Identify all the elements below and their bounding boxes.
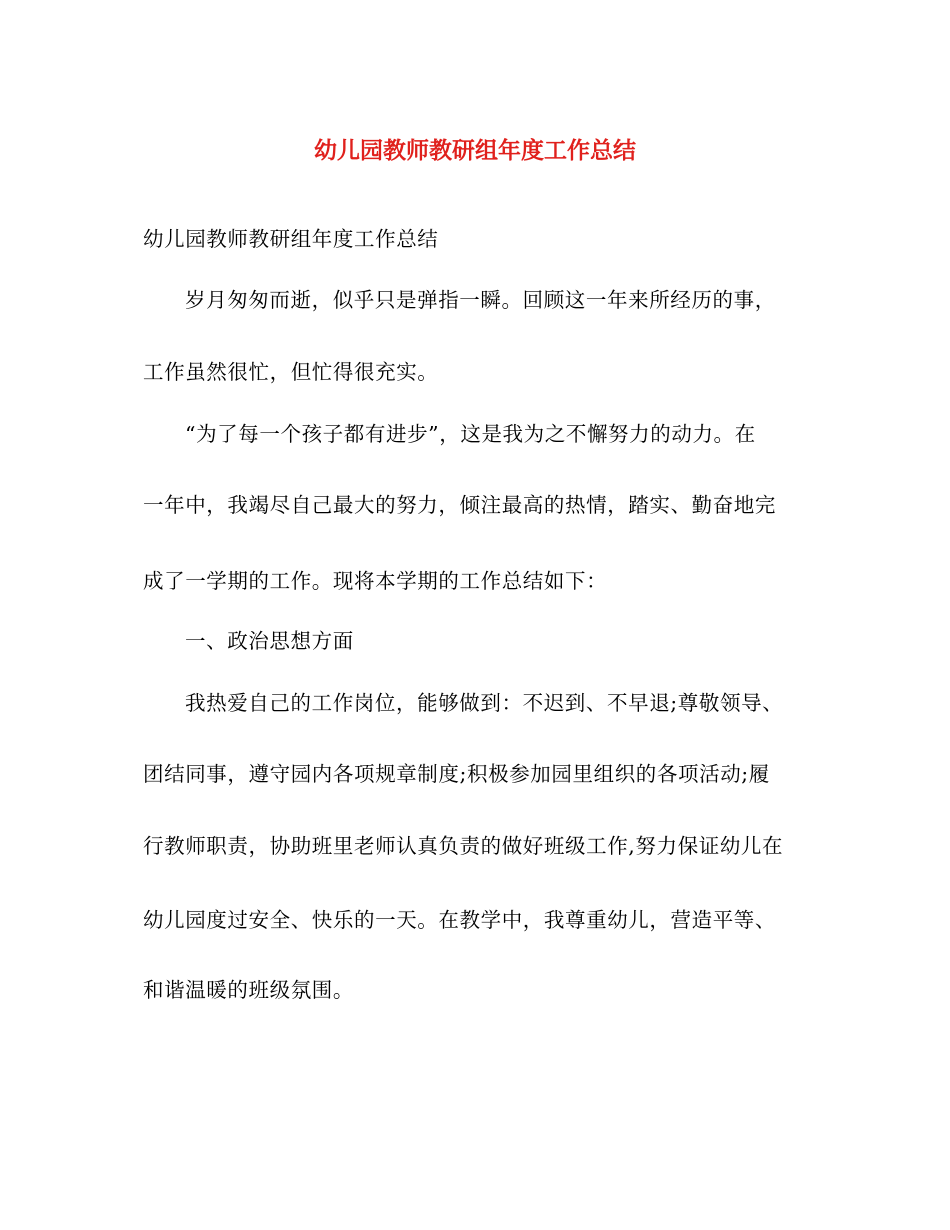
- paragraph-line: 幼儿园度过安全、快乐的一天。在教学中，我尊重幼儿，营造平等、: [143, 908, 776, 932]
- document-subtitle: 幼儿园教师教研组年度工作总结: [143, 227, 439, 251]
- paragraph-line: 和谐温暖的班级氛围。: [143, 978, 354, 1002]
- paragraph-line: “为了每一个孩子都有进步”，这是我为之不懈努力的动力。在: [185, 422, 756, 446]
- document-title: 幼儿园教师教研组年度工作总结: [314, 137, 636, 164]
- paragraph-line: 我热爱自己的工作岗位，能够做到：不迟到、不早退;尊敬领导、: [185, 691, 784, 715]
- paragraph-line: 岁月匆匆而逝，似乎只是弹指一瞬。回顾这一年来所经历的事，: [185, 288, 776, 312]
- paragraph-line: 行教师职责，协助班里老师认真负责的做好班级工作,努力保证幼儿在: [143, 834, 784, 858]
- section-heading: 一、政治思想方面: [185, 629, 354, 653]
- paragraph-line: 工作虽然很忙，但忙得很充实。: [143, 360, 439, 384]
- paragraph-line: 成了一学期的工作。现将本学期的工作总结如下：: [143, 569, 608, 593]
- paragraph-line: 团结同事，遵守园内各项规章制度;积极参加园里组织的各项活动;履: [143, 762, 770, 786]
- paragraph-line: 一年中，我竭尽自己最大的努力，倾注最高的热情，踏实、勤奋地完: [143, 493, 776, 517]
